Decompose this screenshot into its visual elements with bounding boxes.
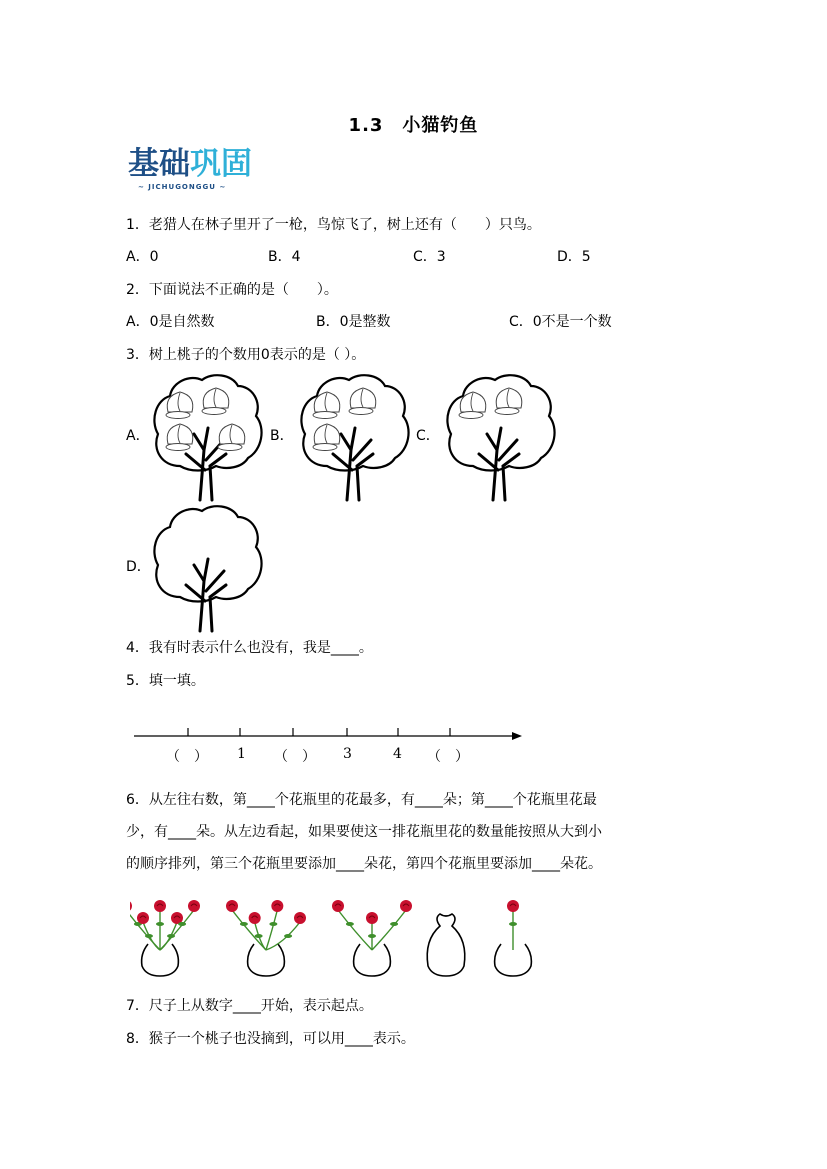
question-8: 8．猴子一个桃子也没摘到，可以用____表示。 — [126, 1031, 415, 1047]
question-5: 5．填一填。 — [126, 673, 205, 689]
section-logo — [128, 146, 252, 182]
question-4: 4．我有时表示什么也没有，我是____。 — [126, 640, 373, 656]
question-1: 1．老猎人在林子里开了一枪，鸟惊飞了，树上还有（ ）只鸟。 — [126, 217, 541, 233]
logo-part2: 巩固 — [190, 146, 252, 182]
nl-label-2: 1 — [237, 746, 246, 762]
question-7: 7．尺子上从数字____开始，表示起点。 — [126, 998, 373, 1014]
nl-label-5: 4 — [393, 746, 402, 762]
rose-icon — [372, 900, 412, 950]
q3-option-d: D． — [126, 559, 151, 575]
nl-label-1: （ ） — [166, 749, 208, 765]
nl-label-3: （ ） — [274, 749, 316, 765]
q1-option-d: D．5 — [557, 249, 591, 265]
q2-option-a: A．0是自然数 — [126, 314, 215, 330]
logo-part1: 基础 — [128, 146, 190, 182]
q1-option-a: A．0 — [126, 249, 159, 265]
q1-option-b: B．4 — [268, 249, 301, 265]
page-title: 1.3 小猫钓鱼 — [348, 115, 479, 136]
number-line-ticks — [188, 728, 450, 736]
tree-c-image — [442, 370, 560, 502]
q1-option-c: C．3 — [413, 249, 446, 265]
question-6-line-2: 少，有____朵。从左边看起，如果要使这一排花瓶里花的数量能按照从大到小 — [126, 824, 602, 840]
rose-icon — [154, 900, 166, 950]
rose-icon — [226, 900, 266, 950]
tree-b-image — [295, 370, 415, 502]
question-6-line-3: 的顺序排列，第三个花瓶里要添加____朵花，第四个花瓶里要添加____朵花。 — [126, 856, 602, 872]
nl-label-4: 3 — [343, 746, 352, 762]
tree-a-image — [150, 370, 266, 502]
question-2: 2．下面说法不正确的是（ ）。 — [126, 282, 338, 298]
vase-icon — [427, 914, 465, 976]
q3-option-a: A． — [126, 428, 150, 444]
nl-label-6: （ ） — [427, 749, 469, 765]
rose-icon — [332, 900, 372, 950]
question-6-line-1: 6．从左往右数，第____个花瓶里的花最多，有____朵；第____个花瓶里花最 — [126, 792, 597, 808]
rose-icon — [160, 900, 200, 950]
question-3: 3．树上桃子的个数用0表示的是（ ）。 — [126, 347, 366, 363]
tree-d-image — [150, 501, 266, 633]
rose-icon — [507, 900, 519, 950]
logo-subtitle: ~ JICHUGONGGU ~ — [138, 183, 227, 191]
vases-image — [130, 888, 540, 980]
q3-option-c: C． — [416, 428, 440, 444]
q3-option-b: B． — [270, 428, 294, 444]
vase-row — [130, 900, 531, 976]
q2-option-b: B．0是整数 — [316, 314, 391, 330]
q2-option-c: C．0不是一个数 — [509, 314, 612, 330]
